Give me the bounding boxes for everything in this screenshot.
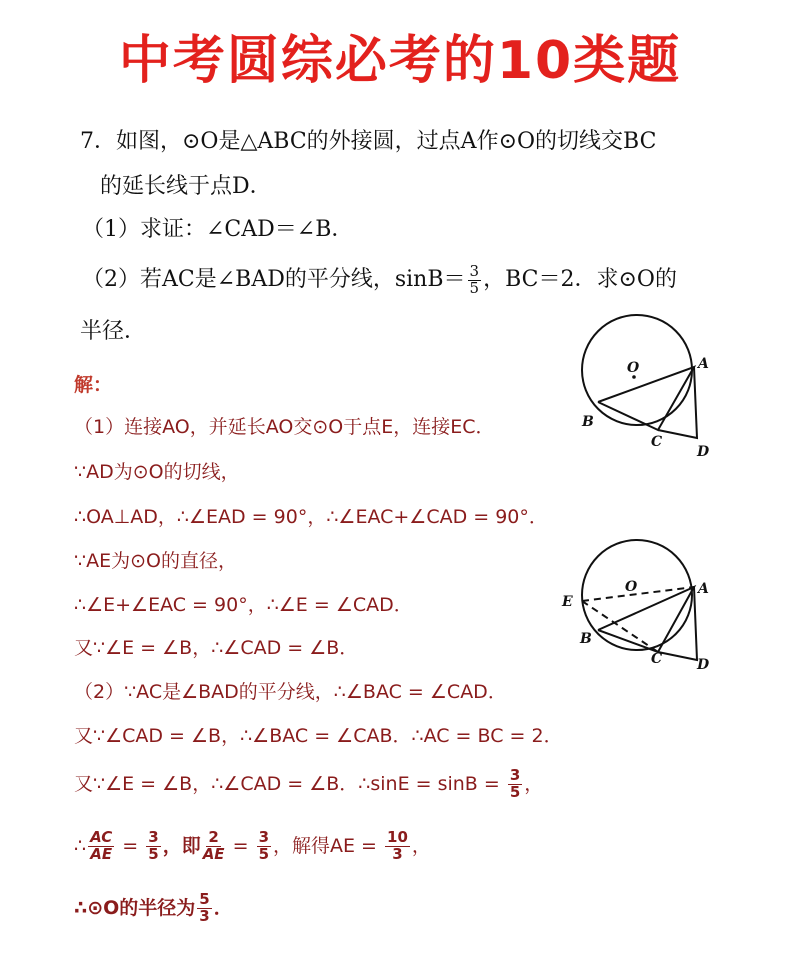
geometry-diagram-1 — [560, 310, 800, 470]
denominator: 5 — [469, 278, 480, 297]
text: ． — [213, 896, 233, 919]
fraction — [257, 830, 271, 863]
text: = — [116, 834, 145, 857]
text: ∴ — [74, 834, 87, 857]
solution-label: 解： — [74, 374, 113, 396]
numerator: 3 — [258, 828, 269, 846]
page-title: 中考圆综必考的10类题 — [118, 31, 682, 91]
text: ，解得AE = — [273, 834, 384, 857]
fraction — [88, 830, 114, 863]
label-c: C — [651, 434, 663, 450]
numerator: AC — [90, 828, 113, 846]
text: ∴⊙O的半径为 — [74, 896, 196, 919]
label-a: A — [698, 356, 709, 372]
denominator: 3 — [199, 906, 210, 925]
text: = — [226, 834, 255, 857]
solution-line — [74, 830, 431, 863]
text: ， — [524, 772, 544, 795]
label-o: O — [627, 360, 640, 376]
solution-line: ∵AD为⊙O的切线， — [74, 461, 240, 483]
numerator: 10 — [387, 828, 408, 846]
geometry-diagram-2 — [555, 535, 800, 685]
fraction — [508, 768, 522, 801]
denominator: 3 — [392, 844, 403, 863]
question-part-1: （1）求证：∠CAD＝∠B． — [82, 217, 354, 242]
fraction — [385, 830, 410, 863]
label-e: E — [562, 594, 573, 610]
denominator: 5 — [148, 844, 159, 863]
label-c: C — [651, 651, 663, 667]
text: （2）若AC是∠BAD的平分线，sinB＝ — [82, 267, 466, 292]
label-o: O — [625, 579, 638, 595]
solution-line: （1）连接AO，并延长AO交⊙O于点E，连接EC． — [74, 416, 495, 438]
solution-line — [74, 892, 233, 925]
question-line-5: 半径． — [80, 319, 147, 344]
text: ， — [411, 834, 431, 857]
denominator: AE — [90, 844, 113, 863]
numerator: 3 — [148, 828, 159, 846]
text: ，BC＝2．求⊙O的 — [483, 267, 677, 292]
solution-line: （2）∵AC是∠BAD的平分线，∴∠BAC = ∠CAD． — [74, 681, 507, 703]
solution-line: 又∵∠E = ∠B，∴∠CAD = ∠B． — [74, 637, 359, 659]
numerator: 3 — [469, 261, 480, 280]
label-a: A — [698, 581, 709, 597]
solution-line: ∴OA⊥AD，∴∠EAD = 90°，∴∠EAC+∠CAD = 90°． — [74, 506, 548, 528]
solution-line: 又∵∠CAD = ∠B，∴∠BAC = ∠CAB．∴AC = BC = 2． — [74, 725, 563, 747]
solution-line: ∵AE为⊙O的直径， — [74, 550, 237, 572]
label-d: D — [697, 657, 710, 673]
text: 又∵∠E = ∠B，∴∠CAD = ∠B．∴sinE = sinB = — [74, 772, 506, 795]
numerator: 3 — [509, 766, 521, 784]
label-b: B — [580, 631, 592, 647]
label-d: D — [697, 444, 710, 460]
denominator: 5 — [258, 844, 269, 863]
fraction — [203, 830, 225, 863]
fraction — [146, 830, 160, 863]
question-line-1: 7．如图，⊙O是△ABC的外接圆，过点A作⊙O的切线交BC — [80, 129, 657, 154]
question-line-2: 的延长线于点D． — [100, 174, 272, 199]
denominator: AE — [202, 844, 225, 863]
solution-line: ∴∠E+∠EAC = 90°，∴∠E = ∠CAD． — [74, 594, 413, 616]
numerator: 5 — [199, 890, 210, 908]
triangle-abc — [598, 367, 694, 430]
numerator: 2 — [208, 828, 219, 846]
label-b: B — [582, 414, 594, 430]
fraction — [468, 261, 482, 297]
text: ，即 — [162, 834, 201, 857]
fraction — [197, 892, 211, 925]
denominator: 5 — [509, 782, 521, 801]
question-part-2 — [82, 262, 677, 296]
solution-line — [74, 768, 543, 801]
